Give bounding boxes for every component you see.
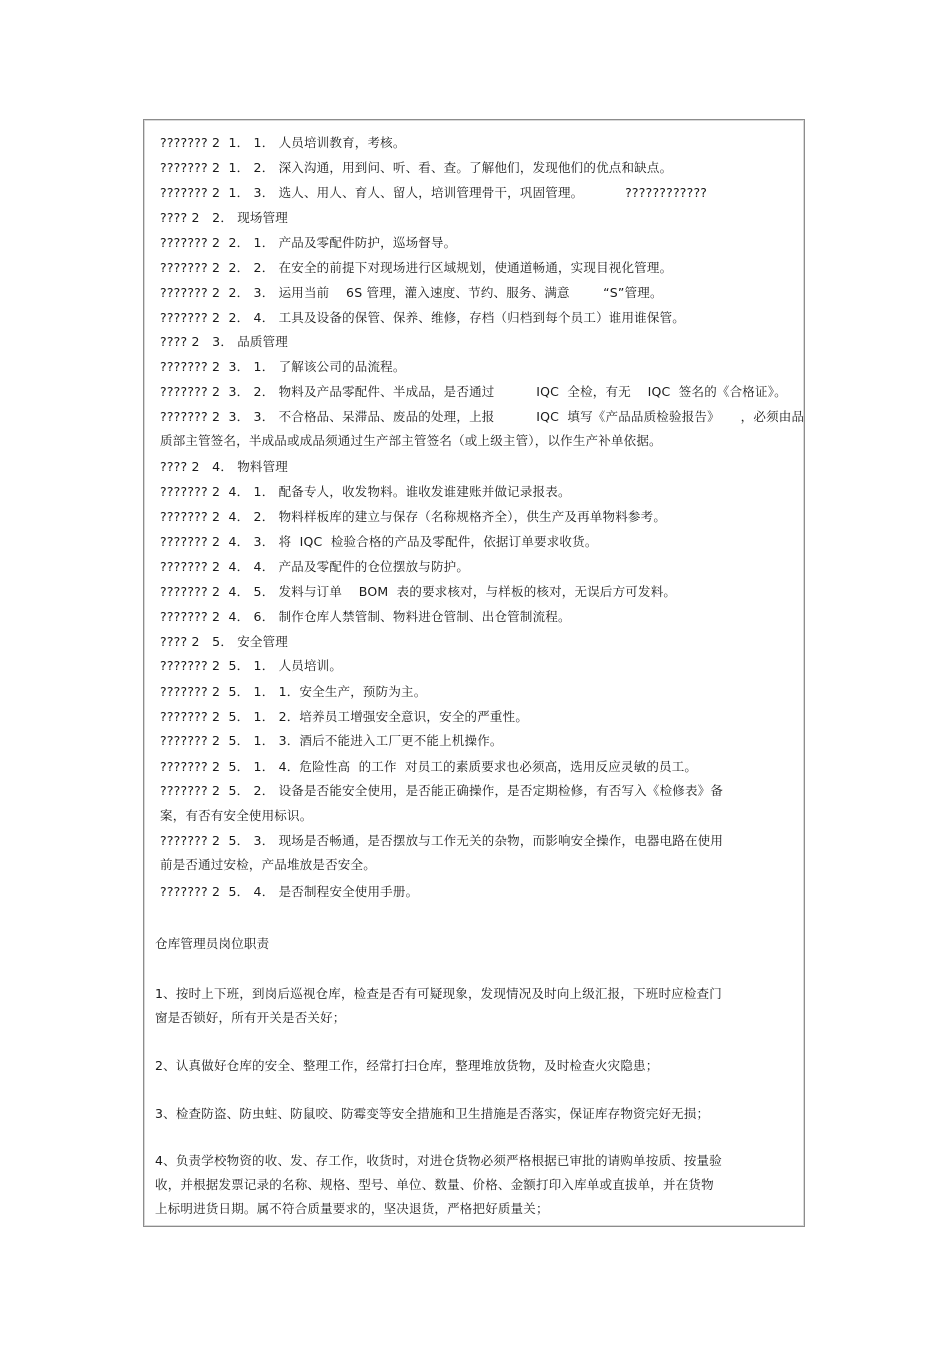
outline-line: ??????? 2 5． 1． 1．安全生产，预防为主。 [160, 684, 427, 699]
duty-line: 收，并根据发票记录的名称、规格、型号、单位、数量、价格、金额打印入库单或直拔单，并在货物 [155, 1177, 714, 1192]
outline-line: ??????? 2 5． 1． 2．培养员工增强安全意识，安全的严重性。 [160, 709, 529, 724]
section-heading: ???? 2 5． 安全管理 [160, 634, 289, 649]
outline-line: ??????? 2 1． 2． 深入沟通，用到问、听、看、查。了解他们，发现他们的优点和缺点。 [160, 160, 673, 175]
outline-line: 案，有否有安全使用标识。 [160, 808, 313, 823]
outline-line: ??????? 2 4． 5． 发料与订单 BOM 表的要求核对，与样板的核对，无误后方可发料。 [160, 584, 677, 599]
duty-line: 1、按时上下班，到岗后巡视仓库，检查是否有可疑现象，发现情况及时向上级汇报，下班时应检查门 [155, 986, 722, 1001]
outline-line: ??????? 2 2． 1． 产品及零配件防护，巡场督导。 [160, 235, 457, 250]
outline-line: ??????? 2 4． 2． 物料样板库的建立与保存（名称规格齐全），供生产及再单物料参考。 [160, 509, 667, 524]
outline-line: ??????? 2 1． 3． 选人、用人、育人、留人，培训管理骨干，巩固管理。 ???????????? [160, 185, 708, 200]
outline-line: ??????? 2 4． 1． 配备专人，收发物料。谁收发谁建账并做记录报表。 [160, 484, 571, 499]
outline-line: ??????? 2 2． 3． 运用当前 6S 管理，灌入速度、节约、服务、满意 “S”管理。 [160, 285, 663, 300]
outline-line: 前是否通过安检，产品堆放是否安全。 [160, 857, 376, 872]
outline-line: 质部主管签名，半成品或成品须通过生产部主管签名（或上级主管），以作生产补单依据。 [160, 433, 662, 448]
outline-line: ??????? 2 3． 2． 物料及产品零配件、半成品，是否通过 IQC 全检，有无 IQC 签名的《合格证》。 [160, 384, 787, 399]
section-heading: ???? 2 2． 现场管理 [160, 210, 289, 225]
outline-line: ??????? 2 1． 1． 人员培训教育，考核。 [160, 135, 406, 150]
outline-line: ??????? 2 4． 4． 产品及零配件的仓位摆放与防护。 [160, 559, 470, 574]
section-heading: ???? 2 4． 物料管理 [160, 459, 289, 474]
outline-line: ??????? 2 5． 1． 人员培训。 [160, 658, 343, 673]
outline-line: ??????? 2 5． 1． 3．酒后不能进入工厂更不能上机操作。 [160, 733, 503, 748]
outline-line: ??????? 2 2． 4． 工具及设备的保管、保养、维修，存档（归档到每个员工）谁用谁保管。 [160, 310, 685, 325]
duty-line: 上标明进货日期。属不符合质量要求的，坚决退货，严格把好质量关； [155, 1201, 549, 1216]
duty-line: 3、检查防盗、防虫蛀、防鼠咬、防霉变等安全措施和卫生措施是否落实，保证库存物资完好无损； [155, 1106, 710, 1121]
section-heading: ???? 2 3． 品质管理 [160, 334, 289, 349]
outline-line: ??????? 2 5． 2． 设备是否能安全使用，是否能正确操作，是否定期检修，有否写入《检修表》备 [160, 783, 724, 798]
outline-line: ??????? 2 4． 3． 将 IQC 检验合格的产品及零配件，依据订单要求收货。 [160, 534, 598, 549]
outline-line: ??????? 2 5． 4． 是否制程安全使用手册。 [160, 884, 419, 899]
outline-line: ??????? 2 3． 3． 不合格品、呆滞品、废品的处理，上报 IQC 填写《产品品质检验报告》 ，必须由品 [160, 409, 805, 424]
duty-line: 4、负责学校物资的收、发、存工作，收货时，对进仓货物必须严格根据已审批的请购单按质、按量验 [155, 1153, 722, 1168]
outline-line: ??????? 2 5． 1． 4．危险性高 的工作 对员工的素质要求也必须高，选用反应灵敏的员工。 [160, 759, 698, 774]
duty-line: 窗是否锁好，所有开关是否关好； [155, 1010, 346, 1025]
duty-line: 2、认真做好仓库的安全、整理工作，经常打扫仓库，整理堆放货物，及时检查火灾隐患； [155, 1058, 659, 1073]
outline-line: ??????? 2 2． 2． 在安全的前提下对现场进行区域规划，使通道畅通，实现目视化管理。 [160, 260, 673, 275]
outline-line: ??????? 2 4． 6． 制作仓库人禁管制、物料进仓管制、出仓管制流程。 [160, 609, 571, 624]
outline-line: ??????? 2 3． 1． 了解该公司的品流程。 [160, 359, 406, 374]
outline-line: ??????? 2 5． 3． 现场是否畅通，是否摆放与工作无关的杂物，而影响安全操作，电器电路在使用 [160, 833, 724, 848]
duties-title: 仓库管理员岗位职责 [155, 936, 270, 951]
